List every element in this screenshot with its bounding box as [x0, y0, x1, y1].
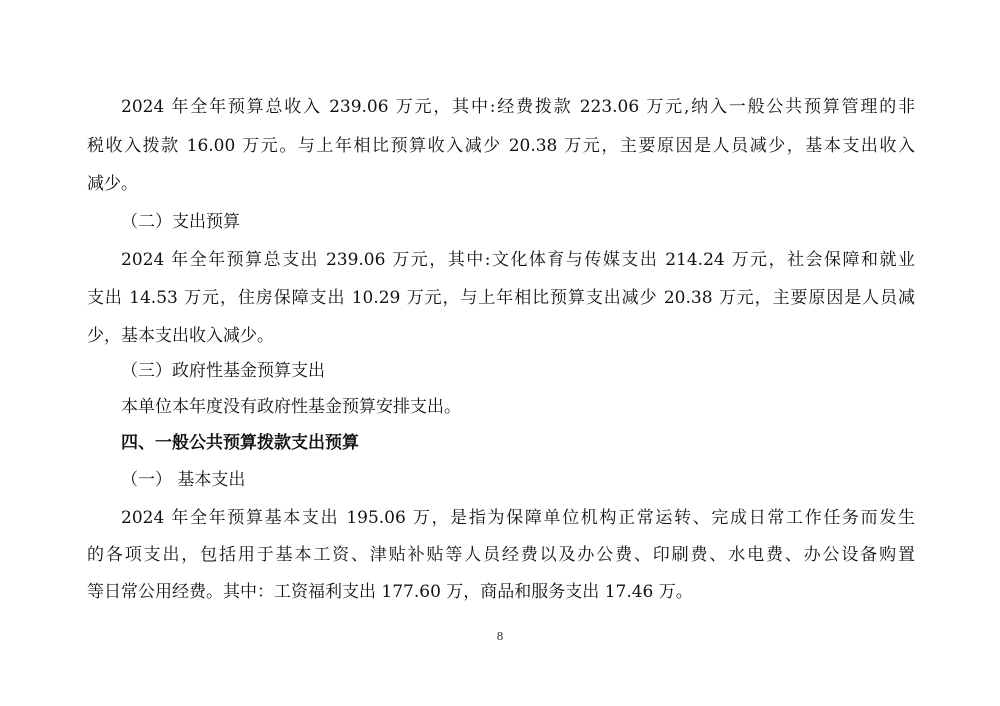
paragraph-line: 本单位本年度没有政府性基金预算安排支出。: [121, 397, 461, 417]
section-subheading: （一） 基本支出: [121, 470, 246, 490]
paragraph-line: 2024 年全年预算总支出 239.06 万元，其中:文化体育与传媒支出 214.24 万元，社会保障和就业: [121, 250, 915, 270]
paragraph-line: 的各项支出，包括用于基本工资、津贴补贴等人员经费以及办公费、印刷费、水电费、办公设备购置: [87, 545, 915, 565]
section-heading: 四、一般公共预算拨款支出预算: [121, 433, 359, 453]
paragraph-line: 2024 年全年预算总收入 239.06 万元，其中:经费拨款 223.06 万元,纳入一般公共预算管理的非: [121, 97, 915, 117]
paragraph-line: 税收入拨款 16.00 万元。与上年相比预算收入减少 20.38 万元，主要原因是人员减少，基本支出收入: [87, 136, 915, 156]
paragraph-line: 少，基本支出收入减少。: [87, 326, 274, 346]
paragraph-line: 减少。: [87, 174, 138, 194]
section-subheading: （二）支出预算: [121, 212, 240, 232]
page-number: 8: [496, 630, 504, 643]
paragraph-line: 2024 年全年预算基本支出 195.06 万，是指为保障单位机构正常运转、完成日常工作任务而发生: [121, 508, 915, 528]
paragraph-line: 等日常公用经费。其中：工资福利支出 177.60 万，商品和服务支出 17.46 万。: [87, 582, 693, 602]
section-subheading: （三）政府性基金预算支出: [121, 361, 325, 381]
paragraph-line: 支出 14.53 万元，住房保障支出 10.29 万元，与上年相比预算支出减少 20.38 万元，主要原因是人员减: [87, 288, 915, 308]
